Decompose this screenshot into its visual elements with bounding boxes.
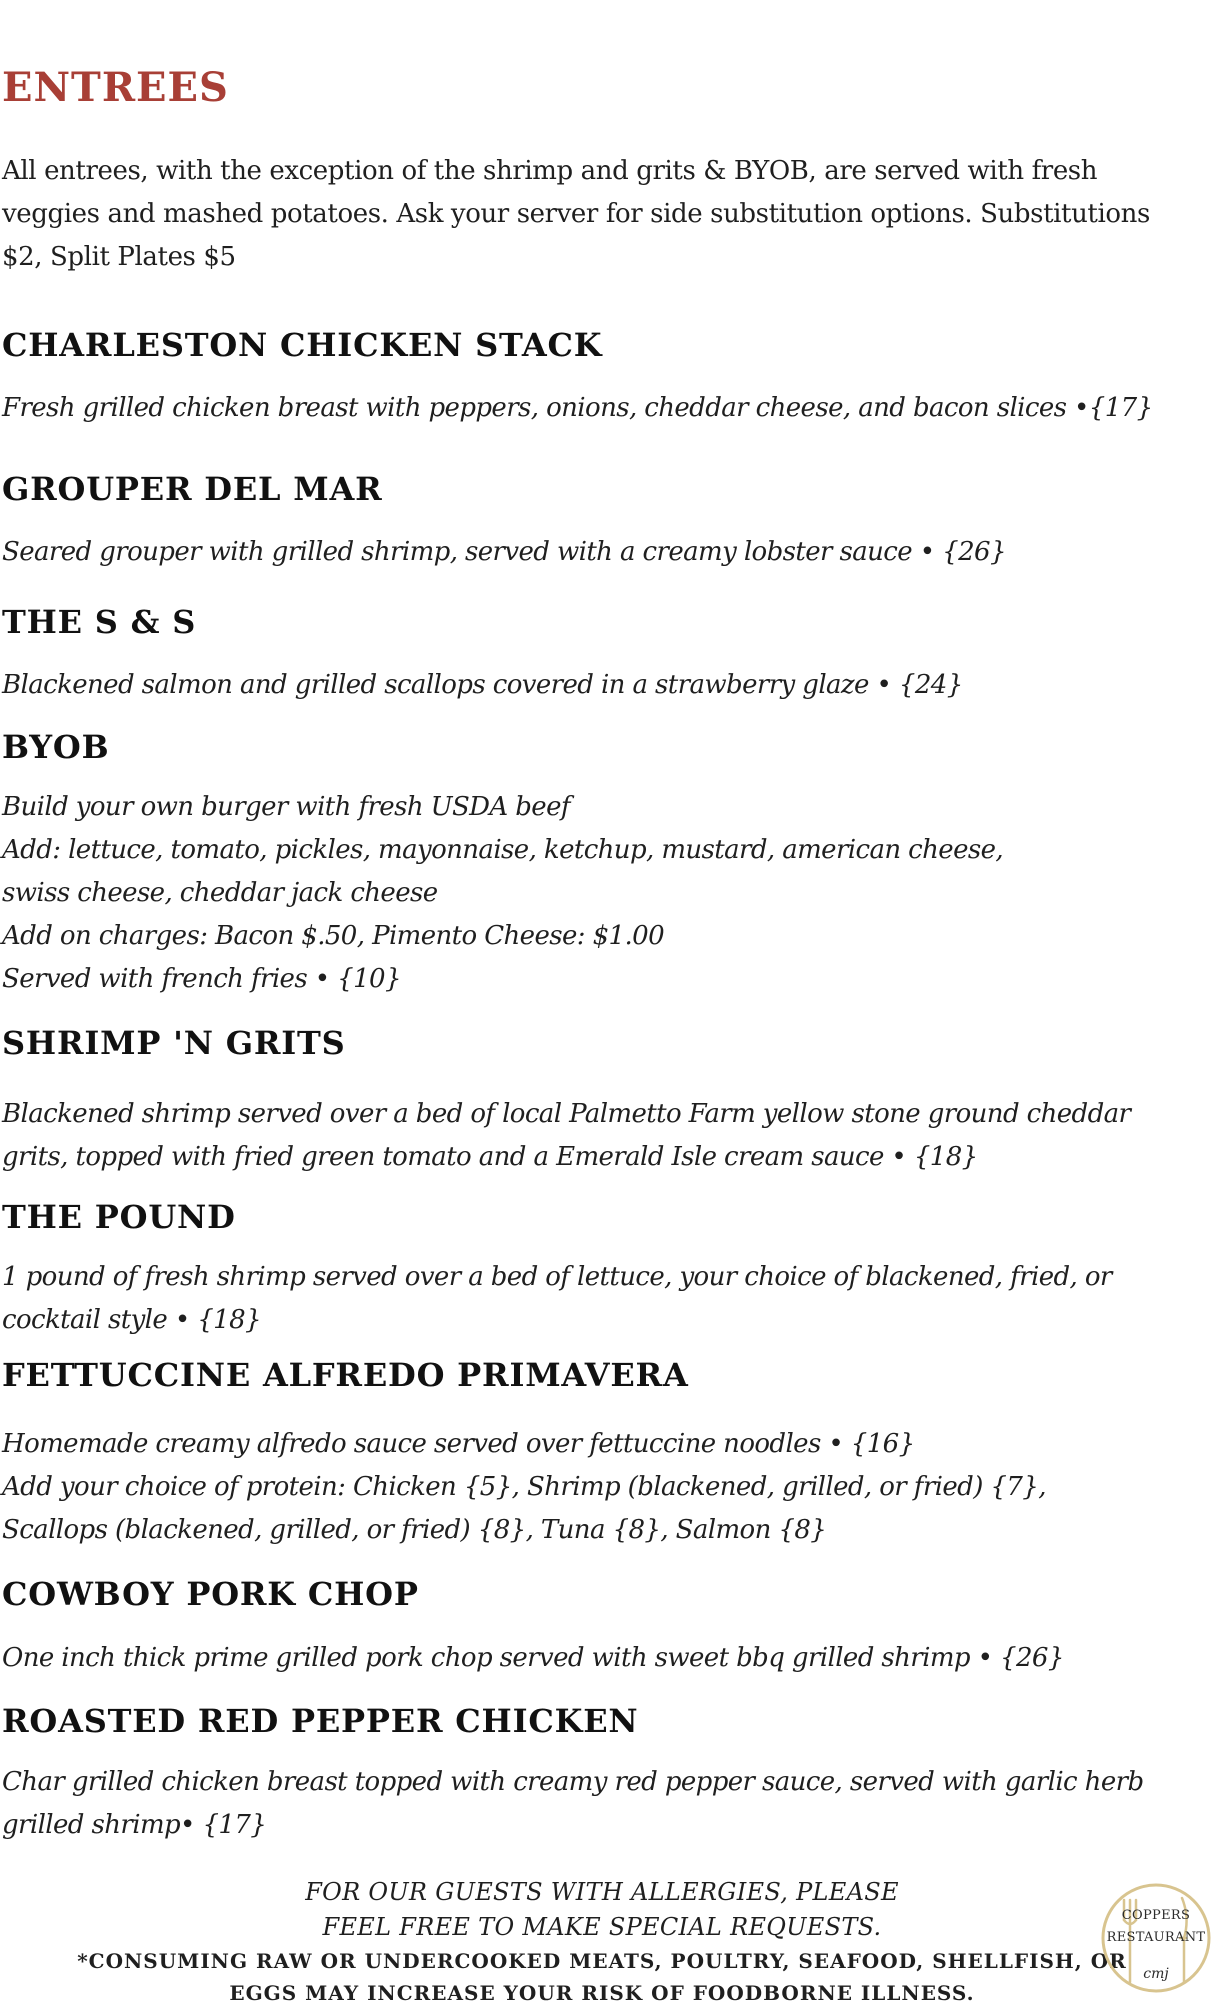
dish-name: FETTUCCINE ALFREDO PRIMAVERA xyxy=(2,1356,689,1394)
dish-description xyxy=(2,1256,1207,1342)
dish-description-line: grilled shrimp• {17} xyxy=(2,1810,267,1840)
section-heading: ENTREES xyxy=(2,64,229,111)
dish-description-line: Blackened salmon and grilled scallops covered in a strawberry glaze • {24} xyxy=(2,670,963,700)
menu-footer xyxy=(2,1875,1202,2009)
allergy-notice-line: FEEL FREE TO MAKE SPECIAL REQUESTS. xyxy=(322,1913,882,1941)
dish-description xyxy=(2,1761,1207,1847)
logo-monogram: cmj xyxy=(1143,1966,1169,1982)
dish-description xyxy=(2,1637,1207,1680)
dish-description xyxy=(2,786,1207,1001)
allergy-notice-line: FOR OUR GUESTS WITH ALLERGIES, PLEASE xyxy=(305,1878,899,1906)
dish-description-line: Homemade creamy alfredo sauce served over fettuccine noodles • {16} xyxy=(2,1429,915,1459)
dish-description-line: Build your own burger with fresh USDA beef xyxy=(2,792,570,822)
intro-line: $2, Split Plates $5 xyxy=(2,242,236,272)
dish-description-line: cocktail style • {18} xyxy=(2,1305,261,1335)
dish-description-line: 1 pound of fresh shrimp served over a bed of lettuce, your choice of blackened, fried, or xyxy=(2,1262,1112,1292)
restaurant-logo xyxy=(1100,1882,1212,1994)
consumption-warning-line: EGGS MAY INCREASE YOUR RISK OF FOODBORNE ILLNESS. xyxy=(229,1981,975,2005)
dish-description xyxy=(2,1423,1207,1552)
dish-description-line: Blackened shrimp served over a bed of local Palmetto Farm yellow stone ground cheddar xyxy=(2,1099,1131,1129)
menu-page xyxy=(2,0,1206,2005)
dish-description-line: Add your choice of protein: Chicken {5}, Shrimp (blackened, grilled, or fried) {7}, xyxy=(2,1472,1046,1502)
dish-description-line: grits, topped with fried green tomato and a Emerald Isle cream sauce • {18} xyxy=(2,1142,978,1172)
dish-description-line: One inch thick prime grilled pork chop served with sweet bbq grilled shrimp • {26} xyxy=(2,1643,1064,1673)
dish-description xyxy=(2,531,1207,574)
dish-name: ROASTED RED PEPPER CHICKEN xyxy=(2,1702,639,1740)
intro-line: veggies and mashed potatoes. Ask your server for side substitution options. Substitutions xyxy=(2,199,1150,229)
allergy-notice xyxy=(2,1875,1202,1945)
dish-description-line: swiss cheese, cheddar jack cheese xyxy=(2,878,438,908)
dish-description-line: Add: lettuce, tomato, pickles, mayonnaise, ketchup, mustard, american cheese, xyxy=(2,835,1004,865)
consumption-warning-line: *CONSUMING RAW OR UNDERCOOKED MEATS, POULTRY, SEAFOOD, SHELLFISH, OR xyxy=(77,1949,1127,1973)
dish-description-line: Char grilled chicken breast topped with creamy red pepper sauce, served with garlic herb xyxy=(2,1767,1144,1797)
dish-name: SHRIMP 'N GRITS xyxy=(2,1024,346,1062)
dish-description xyxy=(2,387,1207,430)
dish-description-line: Seared grouper with grilled shrimp, served with a creamy lobster sauce • {26} xyxy=(2,537,1006,567)
dish-name: BYOB xyxy=(2,728,110,766)
dish-description xyxy=(2,664,1207,707)
intro-text xyxy=(2,150,1207,279)
dish-name: GROUPER DEL MAR xyxy=(2,470,383,508)
dish-name: THE POUND xyxy=(2,1198,236,1236)
dish-description-line: Scallops (blackened, grilled, or fried) {8}, Tuna {8}, Salmon {8} xyxy=(2,1515,827,1545)
consumption-warning xyxy=(2,1945,1202,2009)
dish-name: COWBOY PORK CHOP xyxy=(2,1575,419,1613)
intro-line: All entrees, with the exception of the shrimp and grits & BYOB, are served with fresh xyxy=(2,156,1098,186)
dish-name: CHARLESTON CHICKEN STACK xyxy=(2,326,603,364)
logo-line-2: RESTAURANT xyxy=(1106,1930,1206,1945)
dish-description-line: Fresh grilled chicken breast with peppers, onions, cheddar cheese, and bacon slices •{17} xyxy=(2,393,1153,423)
dish-name: THE S & S xyxy=(2,603,197,641)
logo-line-1: COPPERS xyxy=(1121,1908,1191,1923)
dish-description-line: Add on charges: Bacon $.50, Pimento Cheese: $1.00 xyxy=(2,921,665,951)
dish-description xyxy=(2,1093,1207,1179)
dish-description-line: Served with french fries • {10} xyxy=(2,964,401,994)
